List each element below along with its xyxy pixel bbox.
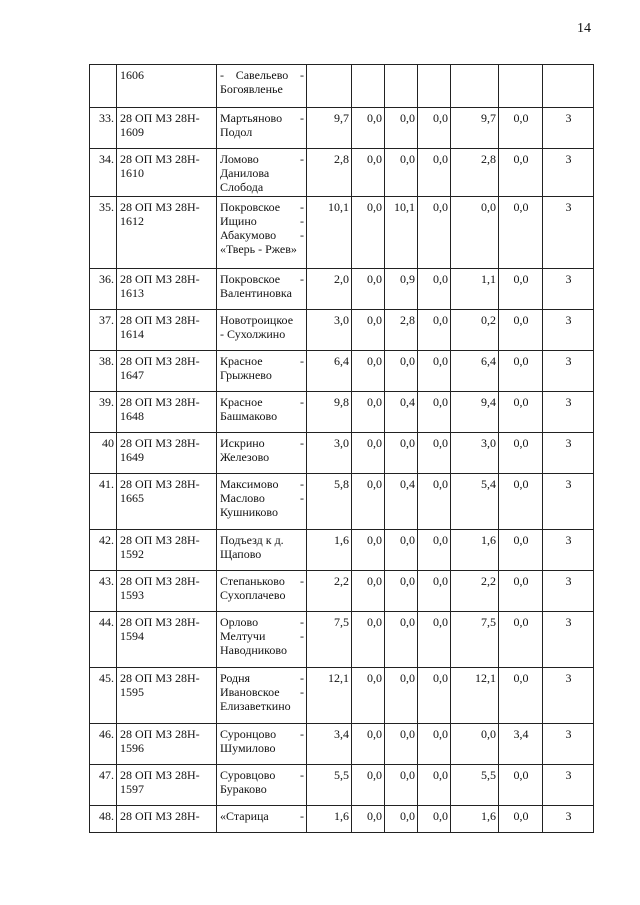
road-name-line: Шумилово bbox=[220, 741, 276, 755]
road-id-line: 1592 bbox=[120, 547, 144, 561]
road-name-line: Подол bbox=[220, 125, 253, 139]
road-name-cell bbox=[217, 806, 307, 833]
value-cell: 0,0 bbox=[352, 765, 385, 806]
road-id-line: 1612 bbox=[120, 214, 144, 228]
road-id-line: 1597 bbox=[120, 782, 144, 796]
road-name-line: Мартьяново - bbox=[220, 111, 304, 125]
value-cell: 0,0 bbox=[385, 765, 418, 806]
value-cell: 0,0 bbox=[385, 433, 418, 474]
road-id-cell bbox=[117, 765, 217, 806]
value-cell: 0,0 bbox=[499, 310, 543, 351]
value-cell: 3 bbox=[543, 310, 594, 351]
roads-table bbox=[89, 64, 594, 833]
road-id-cell bbox=[117, 530, 217, 571]
value-cell: 3,4 bbox=[307, 724, 352, 765]
road-id-line: 28 ОП МЗ 28Н- bbox=[120, 313, 200, 327]
road-name-line: Наводниково bbox=[220, 643, 287, 657]
value-cell: 0,0 bbox=[385, 612, 418, 668]
value-cell: 5,4 bbox=[451, 474, 499, 530]
road-id-cell bbox=[117, 351, 217, 392]
road-id-cell bbox=[117, 612, 217, 668]
road-id-cell bbox=[117, 724, 217, 765]
value-cell: 0,0 bbox=[451, 197, 499, 269]
table-row bbox=[90, 765, 594, 806]
row-number-cell: 35. bbox=[90, 197, 117, 269]
value-cell: 0,0 bbox=[418, 530, 451, 571]
road-id-line: 28 ОП МЗ 28Н- bbox=[120, 200, 200, 214]
road-id-line: 1613 bbox=[120, 286, 144, 300]
row-number-cell bbox=[90, 65, 117, 108]
road-name-cell bbox=[217, 65, 307, 108]
value-cell bbox=[352, 65, 385, 108]
value-cell: 0,0 bbox=[385, 571, 418, 612]
row-number-cell: 33. bbox=[90, 108, 117, 149]
road-name-line: Щапово bbox=[220, 547, 262, 561]
road-name-cell bbox=[217, 765, 307, 806]
value-cell: 0,0 bbox=[418, 310, 451, 351]
value-cell: 0,0 bbox=[499, 197, 543, 269]
road-name-line: «Старица - bbox=[220, 809, 304, 823]
road-name-line: Максимово - bbox=[220, 477, 304, 491]
road-name-line: Башмаково bbox=[220, 409, 278, 423]
road-name-line: Маслово - bbox=[220, 491, 304, 505]
road-name-line: Слобода bbox=[220, 180, 264, 194]
value-cell: 0,0 bbox=[499, 351, 543, 392]
road-id-line: 28 ОП МЗ 28Н- bbox=[120, 727, 200, 741]
road-id-line: 28 ОП МЗ 28Н- bbox=[120, 354, 200, 368]
value-cell: 0,0 bbox=[385, 530, 418, 571]
value-cell: 2,8 bbox=[451, 149, 499, 197]
value-cell: 0,0 bbox=[499, 668, 543, 724]
road-id-line: 28 ОП МЗ 28Н- bbox=[120, 152, 200, 166]
value-cell: 7,5 bbox=[451, 612, 499, 668]
road-id-cell bbox=[117, 310, 217, 351]
value-cell: 3 bbox=[543, 108, 594, 149]
value-cell: 0,0 bbox=[499, 612, 543, 668]
road-id-line: 1648 bbox=[120, 409, 144, 423]
value-cell: 6,4 bbox=[451, 351, 499, 392]
road-name-line: Грыжнево bbox=[220, 368, 272, 382]
road-id-cell bbox=[117, 149, 217, 197]
row-number-cell: 39. bbox=[90, 392, 117, 433]
road-name-line: Сухоплачево bbox=[220, 588, 286, 602]
road-id-cell bbox=[117, 571, 217, 612]
value-cell: 2,0 bbox=[307, 269, 352, 310]
road-name-cell bbox=[217, 474, 307, 530]
road-name-cell bbox=[217, 149, 307, 197]
value-cell bbox=[543, 65, 594, 108]
road-id-cell bbox=[117, 433, 217, 474]
value-cell: 3 bbox=[543, 269, 594, 310]
road-id-line: 1596 bbox=[120, 741, 144, 755]
value-cell: 0,0 bbox=[385, 724, 418, 765]
value-cell: 9,7 bbox=[307, 108, 352, 149]
value-cell: 9,8 bbox=[307, 392, 352, 433]
road-name-line: Ломово - bbox=[220, 152, 304, 166]
value-cell: 0,0 bbox=[418, 765, 451, 806]
road-name-line: Железово bbox=[220, 450, 270, 464]
value-cell: 3 bbox=[543, 392, 594, 433]
value-cell: 9,4 bbox=[451, 392, 499, 433]
road-name-line: Красное - bbox=[220, 395, 304, 409]
road-name-cell bbox=[217, 197, 307, 269]
value-cell: 0,0 bbox=[418, 351, 451, 392]
value-cell: 3 bbox=[543, 433, 594, 474]
row-number-cell: 42. bbox=[90, 530, 117, 571]
value-cell: 0,0 bbox=[418, 571, 451, 612]
road-id-line: 1609 bbox=[120, 125, 144, 139]
road-id-line: 1649 bbox=[120, 450, 144, 464]
value-cell: 7,5 bbox=[307, 612, 352, 668]
table-row bbox=[90, 668, 594, 724]
table-row bbox=[90, 612, 594, 668]
value-cell: 3 bbox=[543, 197, 594, 269]
road-id-cell bbox=[117, 474, 217, 530]
road-name-line: Подъезд к д. bbox=[220, 533, 284, 547]
road-name-cell bbox=[217, 530, 307, 571]
value-cell bbox=[307, 65, 352, 108]
road-name-line: Бураково bbox=[220, 782, 267, 796]
value-cell: 0,0 bbox=[418, 474, 451, 530]
road-id-line: 1610 bbox=[120, 166, 144, 180]
road-name-cell bbox=[217, 612, 307, 668]
value-cell bbox=[451, 65, 499, 108]
value-cell: 1,6 bbox=[307, 806, 352, 833]
road-name-cell bbox=[217, 433, 307, 474]
table-row bbox=[90, 806, 594, 833]
value-cell: 0,0 bbox=[499, 806, 543, 833]
value-cell: 0,2 bbox=[451, 310, 499, 351]
value-cell: 3 bbox=[543, 765, 594, 806]
value-cell: 5,8 bbox=[307, 474, 352, 530]
table-row bbox=[90, 392, 594, 433]
value-cell: 2,8 bbox=[307, 149, 352, 197]
value-cell: 1,6 bbox=[307, 530, 352, 571]
road-id-line: 28 ОП МЗ 28Н- bbox=[120, 809, 200, 823]
road-name-cell bbox=[217, 108, 307, 149]
row-number-cell: 40 bbox=[90, 433, 117, 474]
value-cell: 0,0 bbox=[352, 668, 385, 724]
table-row bbox=[90, 197, 594, 269]
value-cell: 0,0 bbox=[352, 310, 385, 351]
road-id-line: 1593 bbox=[120, 588, 144, 602]
road-id-cell bbox=[117, 197, 217, 269]
road-name-line: Валентиновка bbox=[220, 286, 292, 300]
row-number-cell: 38. bbox=[90, 351, 117, 392]
value-cell: 0,0 bbox=[418, 724, 451, 765]
value-cell: 2,2 bbox=[451, 571, 499, 612]
value-cell: 10,1 bbox=[307, 197, 352, 269]
value-cell bbox=[499, 65, 543, 108]
value-cell: 3,0 bbox=[307, 433, 352, 474]
road-id-cell bbox=[117, 269, 217, 310]
value-cell: 0,0 bbox=[352, 724, 385, 765]
value-cell: 0,0 bbox=[352, 392, 385, 433]
value-cell: 3 bbox=[543, 474, 594, 530]
road-name-cell bbox=[217, 310, 307, 351]
value-cell: 9,7 bbox=[451, 108, 499, 149]
road-id-cell bbox=[117, 806, 217, 833]
table-row bbox=[90, 310, 594, 351]
value-cell: 0,0 bbox=[385, 668, 418, 724]
row-number-cell: 44. bbox=[90, 612, 117, 668]
road-id-line: 28 ОП МЗ 28Н- bbox=[120, 477, 200, 491]
road-name-line: - Сухолжино bbox=[220, 327, 286, 341]
value-cell: 0,4 bbox=[385, 474, 418, 530]
road-name-cell bbox=[217, 571, 307, 612]
road-name-cell bbox=[217, 269, 307, 310]
road-name-line: Красное - bbox=[220, 354, 304, 368]
table-row bbox=[90, 433, 594, 474]
road-name-line: Родня - bbox=[220, 671, 304, 685]
value-cell: 0,0 bbox=[352, 433, 385, 474]
value-cell: 0,0 bbox=[499, 530, 543, 571]
value-cell: 3 bbox=[543, 571, 594, 612]
value-cell: 0,0 bbox=[352, 806, 385, 833]
value-cell: 3 bbox=[543, 806, 594, 833]
road-name-line: Елизаветкино bbox=[220, 699, 291, 713]
value-cell: 2,8 bbox=[385, 310, 418, 351]
value-cell: 3 bbox=[543, 668, 594, 724]
table-row bbox=[90, 149, 594, 197]
table-body bbox=[90, 65, 594, 833]
value-cell: 3 bbox=[543, 530, 594, 571]
road-id-line: 28 ОП МЗ 28Н- bbox=[120, 272, 200, 286]
road-name-line: Суронцово - bbox=[220, 727, 304, 741]
road-name-cell bbox=[217, 392, 307, 433]
value-cell: 0,0 bbox=[385, 108, 418, 149]
value-cell: 3 bbox=[543, 724, 594, 765]
row-number-cell: 45. bbox=[90, 668, 117, 724]
value-cell: 0,9 bbox=[385, 269, 418, 310]
road-id-cell bbox=[117, 108, 217, 149]
road-id-line: 1647 bbox=[120, 368, 144, 382]
road-id-cell bbox=[117, 65, 217, 108]
road-id-line: 1665 bbox=[120, 491, 144, 505]
value-cell: 0,0 bbox=[418, 269, 451, 310]
road-id-line: 28 ОП МЗ 28Н- bbox=[120, 768, 200, 782]
row-number-cell: 43. bbox=[90, 571, 117, 612]
road-name-line: Абакумово - bbox=[220, 228, 304, 242]
value-cell: 0,0 bbox=[352, 108, 385, 149]
value-cell: 3 bbox=[543, 149, 594, 197]
road-name-cell bbox=[217, 724, 307, 765]
road-name-line: Искрино - bbox=[220, 436, 304, 450]
value-cell: 3,0 bbox=[307, 310, 352, 351]
road-id-cell bbox=[117, 392, 217, 433]
value-cell: 0,0 bbox=[499, 765, 543, 806]
road-name-line: Новотроицкое bbox=[220, 313, 294, 327]
table-row bbox=[90, 530, 594, 571]
row-number-cell: 48. bbox=[90, 806, 117, 833]
road-name-line: Покровское - bbox=[220, 200, 304, 214]
value-cell: 5,5 bbox=[307, 765, 352, 806]
value-cell: 12,1 bbox=[307, 668, 352, 724]
value-cell: 0,0 bbox=[418, 197, 451, 269]
row-number-cell: 37. bbox=[90, 310, 117, 351]
road-name-line: Покровское - bbox=[220, 272, 304, 286]
value-cell: 0,0 bbox=[499, 269, 543, 310]
value-cell: 0,0 bbox=[499, 571, 543, 612]
road-name-line: Ищино - bbox=[220, 214, 304, 228]
value-cell: 2,2 bbox=[307, 571, 352, 612]
road-name-line: Орлово - bbox=[220, 615, 304, 629]
road-id-cell bbox=[117, 668, 217, 724]
table-row bbox=[90, 724, 594, 765]
road-name-line: Степаньково - bbox=[220, 574, 304, 588]
road-id-line: 1595 bbox=[120, 685, 144, 699]
value-cell: 0,0 bbox=[352, 351, 385, 392]
page-number: 14 bbox=[577, 21, 591, 36]
value-cell: 0,0 bbox=[418, 108, 451, 149]
road-name-line: Мелтучи - bbox=[220, 629, 304, 643]
road-name-line: Данилова bbox=[220, 166, 270, 180]
value-cell: 0,0 bbox=[499, 149, 543, 197]
row-number-cell: 46. bbox=[90, 724, 117, 765]
road-name-line: Богоявленье bbox=[220, 82, 283, 96]
value-cell: 0,0 bbox=[451, 724, 499, 765]
value-cell: 6,4 bbox=[307, 351, 352, 392]
value-cell: 0,0 bbox=[418, 806, 451, 833]
value-cell: 3,0 bbox=[451, 433, 499, 474]
value-cell: 5,5 bbox=[451, 765, 499, 806]
value-cell: 10,1 bbox=[385, 197, 418, 269]
row-number-cell: 34. bbox=[90, 149, 117, 197]
road-name-line: - Савельево - bbox=[220, 68, 304, 82]
value-cell: 1,1 bbox=[451, 269, 499, 310]
row-number-cell: 47. bbox=[90, 765, 117, 806]
table-row bbox=[90, 65, 594, 108]
table-row bbox=[90, 351, 594, 392]
value-cell: 0,0 bbox=[499, 108, 543, 149]
value-cell: 0,0 bbox=[418, 149, 451, 197]
value-cell: 0,4 bbox=[385, 392, 418, 433]
value-cell bbox=[385, 65, 418, 108]
road-name-line: Кушниково bbox=[220, 505, 278, 519]
value-cell: 0,0 bbox=[385, 149, 418, 197]
table-row bbox=[90, 269, 594, 310]
value-cell: 0,0 bbox=[499, 392, 543, 433]
road-name-line: Ивановское - bbox=[220, 685, 304, 699]
road-id-line: 28 ОП МЗ 28Н- bbox=[120, 395, 200, 409]
value-cell: 1,6 bbox=[451, 806, 499, 833]
value-cell: 0,0 bbox=[499, 433, 543, 474]
road-id-line: 28 ОП МЗ 28Н- bbox=[120, 111, 200, 125]
road-id-line: 1614 bbox=[120, 327, 144, 341]
road-name-line: Суровцово - bbox=[220, 768, 304, 782]
value-cell bbox=[418, 65, 451, 108]
value-cell: 0,0 bbox=[352, 474, 385, 530]
value-cell: 0,0 bbox=[418, 392, 451, 433]
value-cell: 0,0 bbox=[418, 612, 451, 668]
value-cell: 0,0 bbox=[418, 668, 451, 724]
value-cell: 12,1 bbox=[451, 668, 499, 724]
value-cell: 3 bbox=[543, 612, 594, 668]
value-cell: 0,0 bbox=[352, 571, 385, 612]
value-cell: 1,6 bbox=[451, 530, 499, 571]
value-cell: 3 bbox=[543, 351, 594, 392]
value-cell: 0,0 bbox=[385, 806, 418, 833]
value-cell: 0,0 bbox=[418, 433, 451, 474]
road-id-line: 1594 bbox=[120, 629, 144, 643]
table-row bbox=[90, 108, 594, 149]
road-name-cell bbox=[217, 668, 307, 724]
road-name-line: «Тверь - Ржев» bbox=[220, 242, 297, 256]
value-cell: 0,0 bbox=[352, 269, 385, 310]
road-id-line: 28 ОП МЗ 28Н- bbox=[120, 436, 200, 450]
row-number-cell: 41. bbox=[90, 474, 117, 530]
table-row bbox=[90, 571, 594, 612]
road-id-line: 28 ОП МЗ 28Н- bbox=[120, 533, 200, 547]
value-cell: 0,0 bbox=[352, 149, 385, 197]
road-name-cell bbox=[217, 351, 307, 392]
value-cell: 0,0 bbox=[385, 351, 418, 392]
road-id-line: 28 ОП МЗ 28Н- bbox=[120, 615, 200, 629]
road-id-line: 28 ОП МЗ 28Н- bbox=[120, 574, 200, 588]
road-id-line: 28 ОП МЗ 28Н- bbox=[120, 671, 200, 685]
row-number-cell: 36. bbox=[90, 269, 117, 310]
value-cell: 0,0 bbox=[352, 612, 385, 668]
value-cell: 3,4 bbox=[499, 724, 543, 765]
value-cell: 0,0 bbox=[352, 530, 385, 571]
table-row bbox=[90, 474, 594, 530]
road-id-line: 1606 bbox=[120, 68, 144, 82]
value-cell: 0,0 bbox=[352, 197, 385, 269]
value-cell: 0,0 bbox=[499, 474, 543, 530]
